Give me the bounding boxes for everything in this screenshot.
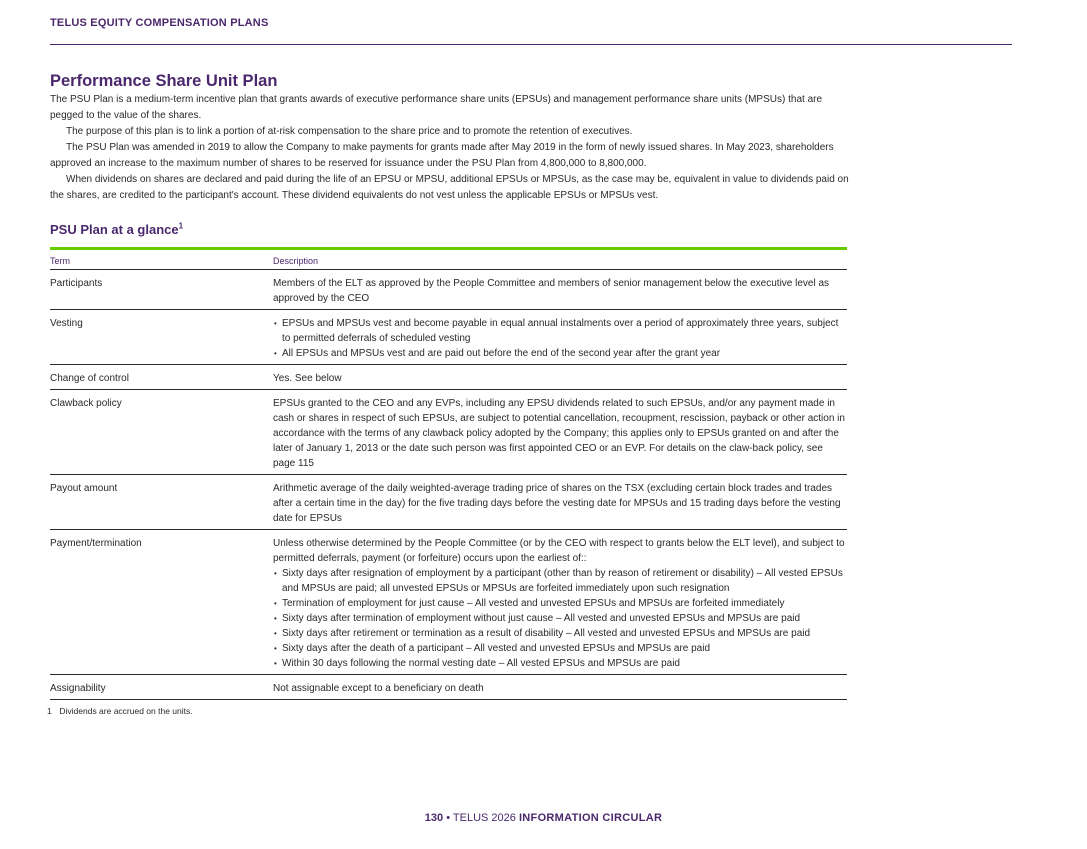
- bullet-item: • All EPSUs and MPSUs vest and are paid out before the end of the second year after the grant year: [273, 346, 847, 361]
- page-number: 130: [424, 812, 444, 824]
- term-cell: Clawback policy: [50, 398, 122, 409]
- footer-document-name: INFORMATION CIRCULAR: [518, 812, 663, 824]
- footnote-text: Dividends are accrued on the units.: [59, 706, 193, 716]
- description-cell: [273, 681, 847, 696]
- table-row: [50, 675, 847, 700]
- bullet-item: • EPSUs and MPSUs vest and become payable in equal annual instalments over a period of approximately three years, subject to permitted deferrals of scheduled vesting: [273, 316, 847, 346]
- description-cell: [273, 481, 847, 526]
- running-header: TELUS EQUITY COMPENSATION PLANS: [50, 17, 269, 29]
- table-row: [50, 310, 847, 365]
- footnote: [47, 706, 850, 717]
- psu-glance-table: [50, 247, 847, 700]
- amendment-paragraph: The PSU Plan was amended in 2019 to allow the Company to make payments for grants made after May 2019 in the form of newly issued shares. In May 2023, shareholders approved an increase to the maximum number of shares to be reserved for issuance under the PSU Plan from 4,800,000 to 8,800,000.: [50, 142, 834, 169]
- bullet-item: • Sixty days after the death of a participant – All vested and unvested EPSUs and MPSUs are paid: [273, 641, 847, 656]
- page-footer: [0, 812, 1087, 824]
- description-cell: [273, 371, 847, 386]
- description-cell: [273, 316, 847, 361]
- main-content: [47, 70, 850, 717]
- table-body: [50, 270, 847, 700]
- section-title: Performance Share Unit Plan: [50, 72, 278, 90]
- bullet-item: • Sixty days after retirement or termination as a result of disability – All vested and unvested EPSUs and MPSUs are paid: [273, 626, 847, 641]
- bullet-list: [273, 566, 847, 671]
- dividends-paragraph: When dividends on shares are declared and paid during the life of an EPSU or MPSU, additional EPSUs or MPSUs, as the case may be, equivalent in value to dividends paid on the shares, are credited to the participant's account. These dividend equivalents do not vest unless the applicable EPSUs or MPSUs vest.: [50, 174, 849, 201]
- table-row: [50, 530, 847, 675]
- intro-paragraph: The PSU Plan is a medium-term incentive plan that grants awards of executive performance share units (EPSUs) and management performance share units (MPSUs) that are pegged to the value of the shares.: [50, 94, 823, 121]
- bullet-item: • Sixty days after resignation of employment by a participant (other than by reason of retirement or disability) – All vested EPSUs and MPSUs are paid; all unvested EPSUs or MPSUs are forfeited immediately upon such resignation: [273, 566, 847, 596]
- term-cell: Payment/termination: [50, 538, 142, 549]
- description-text: Arithmetic average of the daily weighted-average trading price of shares on the TSX (excluding certain block trades and trades after a certain time in the day) for the five trading days before the vesting date for MPSUs and 15 trading days before the vesting date for EPSUs: [273, 483, 841, 524]
- bullet-item: • Sixty days after termination of employment without just cause – All vested and unvested EPSUs and MPSUs are paid: [273, 611, 847, 626]
- table-header: [50, 250, 847, 270]
- bullet-item: • Termination of employment for just cause – All vested and unvested EPSUs and MPSUs are forfeited immediately: [273, 596, 847, 611]
- glance-title-text: PSU Plan at a glance: [50, 222, 179, 237]
- term-cell: Vesting: [50, 318, 83, 329]
- table-row: [50, 270, 847, 310]
- description-cell: [273, 396, 847, 471]
- bullet-item: • Within 30 days following the normal vesting date – All vested EPSUs and MPSUs are paid: [273, 656, 847, 671]
- table-row: [50, 475, 847, 530]
- term-cell: Payout amount: [50, 483, 118, 494]
- description-text: EPSUs granted to the CEO and any EVPs, including any EPSU dividends related to such EPSUs, and/or any payment made in cash or shares in respect of such EPSUs, are subject to potential cancellation, recoupment, rescission, payback or other action in accordance with the terms of any clawback policy adopted by the Company; this applies only to EPSUs granted on and after the later of January 1, 2013 or the date such person was first appointed CEO or an EVP. For details on the claw-back policy, see page 115: [273, 398, 845, 469]
- description-cell: [273, 276, 847, 306]
- header-divider: [50, 44, 1012, 45]
- footnote-number: 1: [47, 706, 52, 716]
- footer-separator: •: [446, 812, 451, 824]
- term-cell: Assignability: [50, 683, 106, 694]
- bullet-list: [273, 316, 847, 361]
- description-text: Members of the ELT as approved by the People Committee and members of senior management below the executive level as approved by the CEO: [273, 278, 830, 304]
- footer-company: TELUS 2026: [452, 812, 516, 824]
- column-header-term: Term: [50, 256, 70, 266]
- purpose-paragraph: The purpose of this plan is to link a portion of at-risk compensation to the share price and to promote the retention of executives.: [66, 126, 633, 137]
- glance-title: [50, 221, 850, 239]
- description-text: Unless otherwise determined by the People Committee (or by the CEO with respect to grants below the ELT level), and subject to permitted deferrals, payment (or forfeiture) occurs upon the earliest of::: [273, 538, 845, 564]
- description-cell: [273, 536, 847, 671]
- table-row: [50, 365, 847, 390]
- footnote-marker: 1: [178, 221, 184, 231]
- term-cell: Participants: [50, 278, 103, 289]
- description-text: Yes. See below: [273, 373, 342, 384]
- column-header-description: Description: [273, 256, 319, 266]
- term-cell: Change of control: [50, 373, 129, 384]
- table-row: [50, 390, 847, 475]
- description-text: Not assignable except to a beneficiary on death: [273, 683, 484, 694]
